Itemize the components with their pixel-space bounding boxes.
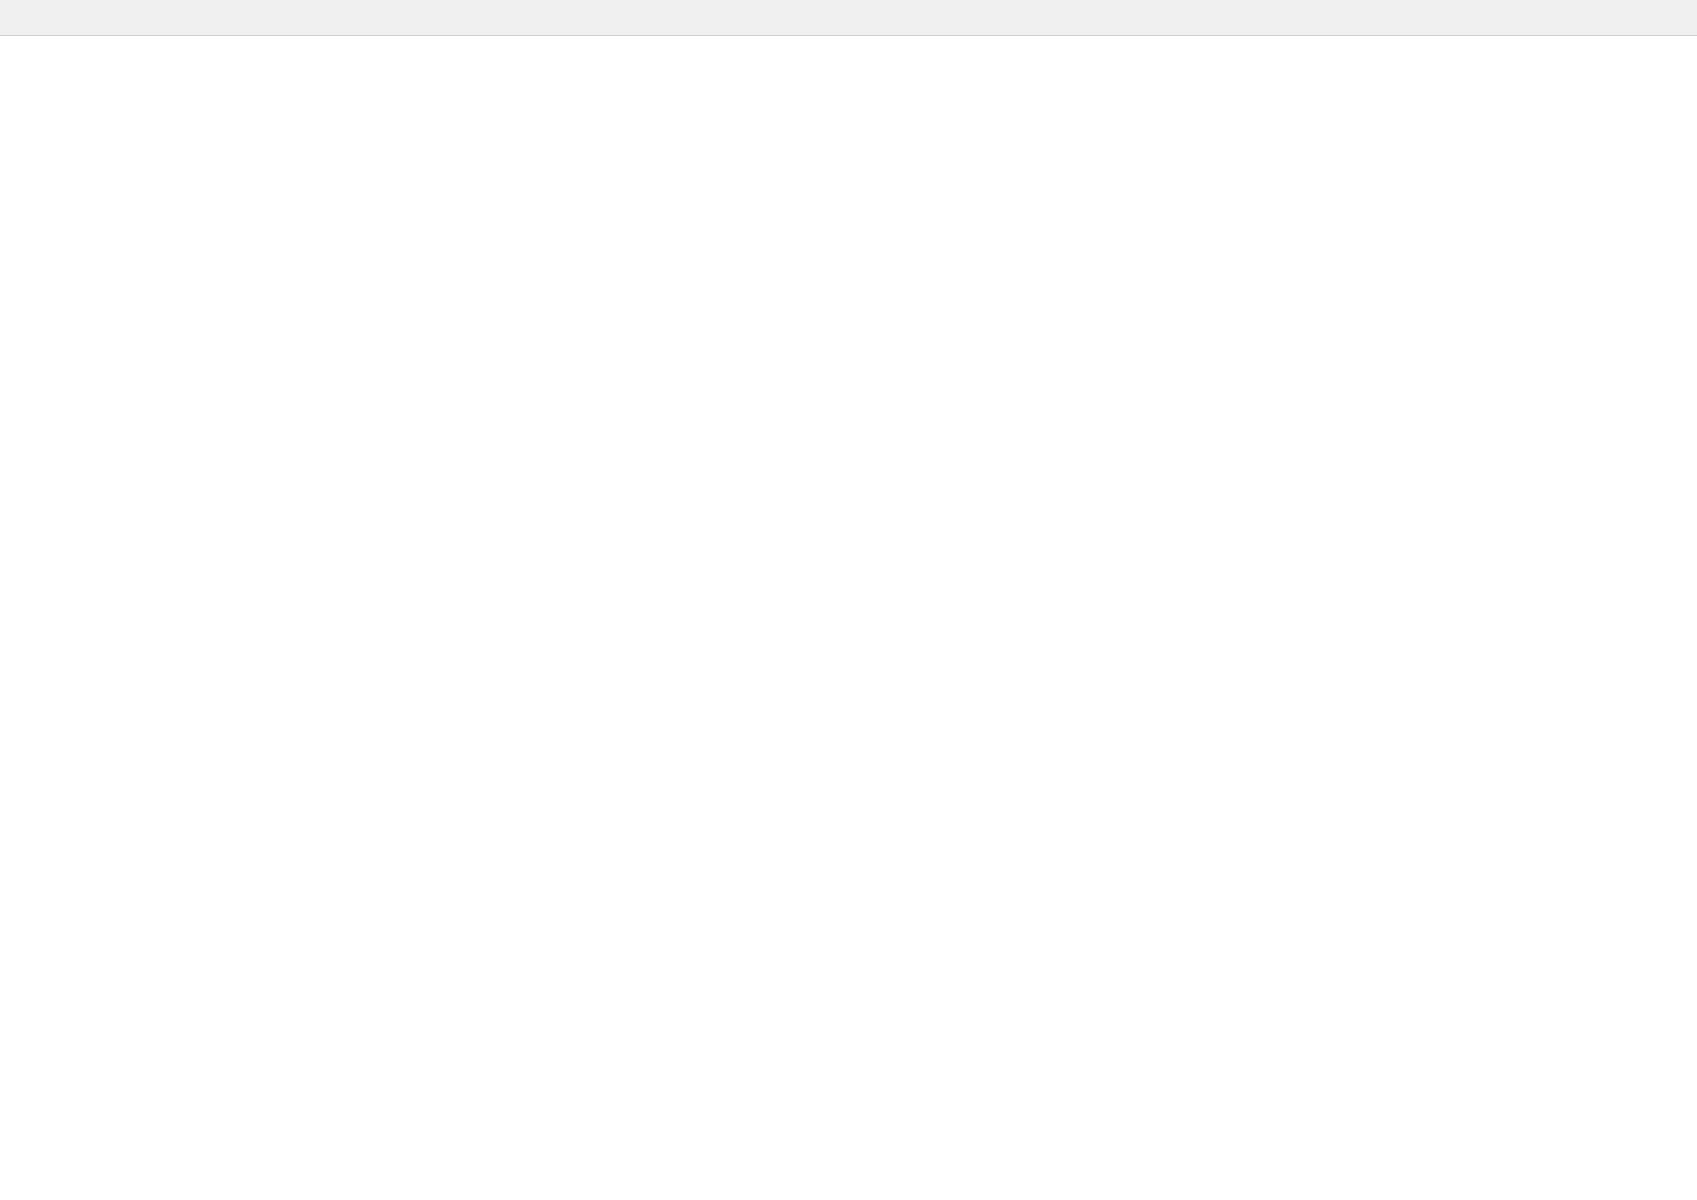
main-content xyxy=(0,36,1697,1200)
title-bar xyxy=(0,0,1697,36)
